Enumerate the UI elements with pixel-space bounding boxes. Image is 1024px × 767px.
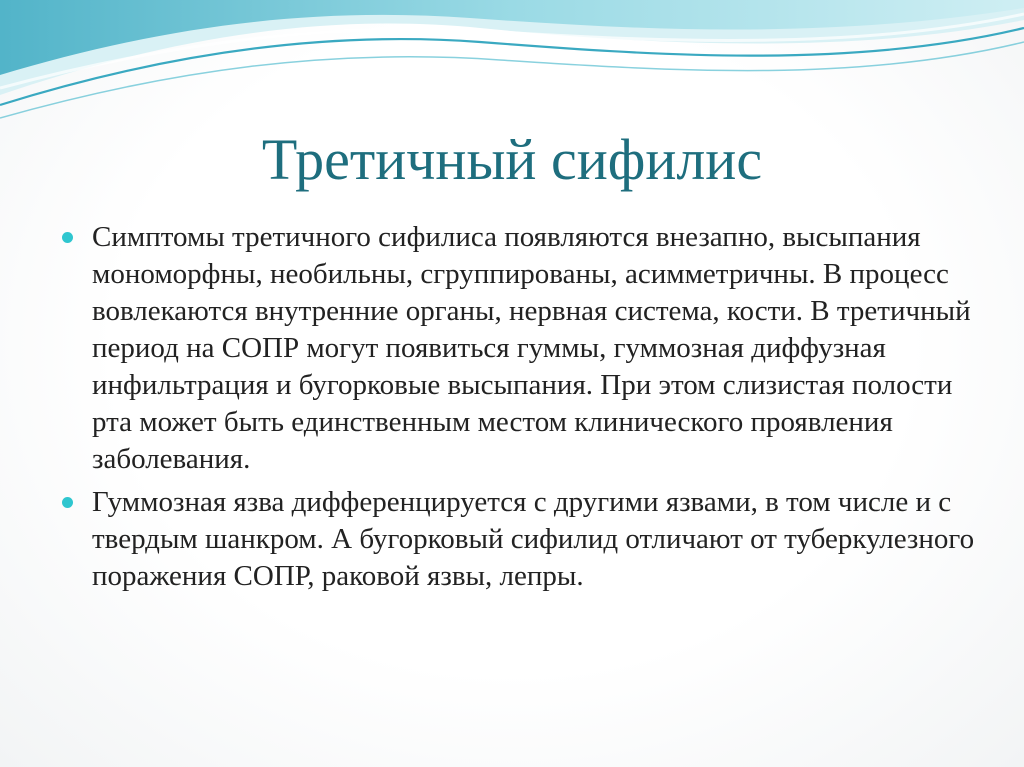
bullet-dot-icon: [62, 232, 73, 243]
decorative-wave-header: [0, 0, 1024, 130]
bullet-item: [60, 484, 980, 595]
bullet-item: [60, 219, 980, 478]
slide-title: Третичный сифилис: [261, 127, 763, 192]
bullet-list: [60, 219, 980, 601]
bullet-text: Гуммозная язва дифференцируется с другими язвами, в том числе и с твердым шанкром. А бугорковый сифилид отличают от туберкулезного поражения СОПР, раковой язвы, лепры.: [92, 486, 975, 592]
bullet-dot-icon: [62, 497, 73, 508]
bullet-text: Симптомы третичного сифилиса появляются внезапно, высыпания мономорфны, необильны, сгруппированы, асимметричны. В процесс вовлекаются внутренние органы, нервная система, кости. В третичный период на СОПР могут появиться гуммы, гуммозная диффузная инфильтрация и бугорковые высыпания. При этом слизистая полости рта может быть единственным местом клинического проявления заболевания.: [92, 221, 971, 475]
